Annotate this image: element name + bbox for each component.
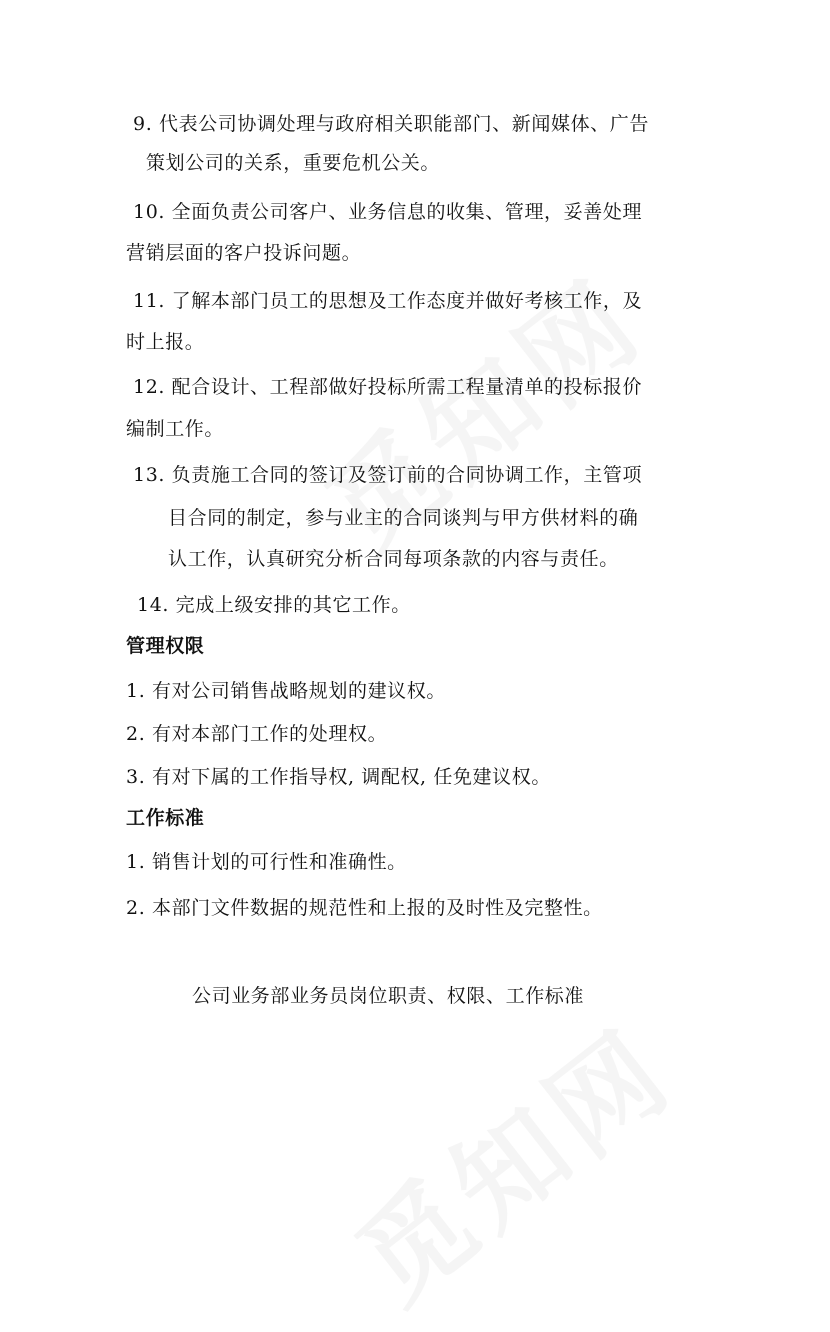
duty-item-10-line2: 营销层面的客户投诉问题。 <box>126 242 362 264</box>
duty-item-13-line1: 13. 负责施工合同的签订及签订前的合同协调工作，主管项 <box>133 464 643 486</box>
duty-item-13-line2: 目合同的制定，参与业主的合同谈判与甲方供材料的确 <box>168 507 639 529</box>
authority-item: 3. 有对下属的工作指导权, 调配权, 任免建议权。 <box>126 766 551 788</box>
next-section-title: 公司业务部业务员岗位职责、权限、工作标准 <box>192 985 585 1007</box>
standards-item: 2. 本部门文件数据的规范性和上报的及时性及完整性。 <box>126 897 603 919</box>
duty-item-12-line1: 12. 配合设计、工程部做好投标所需工程量清单的投标报价 <box>133 376 643 398</box>
duty-item-10-line1: 10. 全面负责公司客户、业务信息的收集、管理，妥善处理 <box>133 201 643 223</box>
authority-item: 1. 有对公司销售战略规划的建议权。 <box>126 680 446 702</box>
duty-item-11-line2: 时上报。 <box>126 331 205 353</box>
duty-item-9-line2: 策划公司的关系，重要危机公关。 <box>146 152 441 174</box>
duty-item-11-line1: 11. 了解本部门员工的思想及工作态度并做好考核工作，及 <box>133 290 643 312</box>
duty-item-9-line1: 9. 代表公司协调处理与政府相关职能部门、新闻媒体、广告 <box>133 113 649 135</box>
duty-item-14: 14. 完成上级安排的其它工作。 <box>137 594 411 616</box>
authority-item: 2. 有对本部门工作的处理权。 <box>126 723 388 745</box>
watermark <box>320 986 701 1332</box>
authority-heading: 管理权限 <box>126 635 205 657</box>
duty-item-12-line2: 编制工作。 <box>126 418 225 440</box>
standards-item: 1. 销售计划的可行性和准确性。 <box>126 851 407 873</box>
duty-item-13-line3: 认工作，认真研究分析合同每项条款的内容与责任。 <box>168 548 619 570</box>
standards-heading: 工作标准 <box>126 807 205 829</box>
